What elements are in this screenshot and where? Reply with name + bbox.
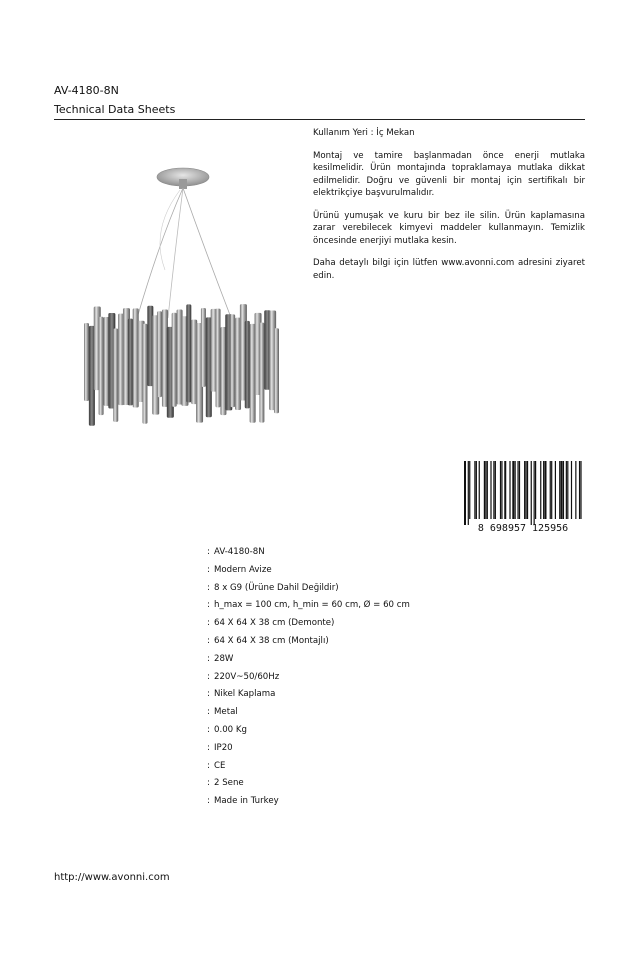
barcode-bar <box>501 461 502 519</box>
document-subtitle: Technical Data Sheets <box>54 103 176 116</box>
barcode-bar <box>509 461 510 519</box>
spec-value: 2 Sene <box>214 778 244 789</box>
barcode-bar <box>580 461 581 519</box>
barcode-bar <box>474 461 475 519</box>
barcode-bar <box>464 461 466 525</box>
chandelier-tube <box>113 328 118 421</box>
barcode-bar <box>527 461 528 519</box>
barcode-bar <box>535 461 536 519</box>
barcode-bar <box>534 461 535 525</box>
barcode-digits: 8 698957 125956 <box>477 523 569 533</box>
barcode-bar <box>545 461 547 519</box>
chandelier-tube <box>201 308 206 387</box>
spec-value: IP20 <box>214 742 233 753</box>
spec-value: Metal <box>214 707 238 718</box>
barcode-bar <box>526 461 527 519</box>
spec-separator: : <box>207 547 210 557</box>
spec-value: h_max = 100 cm, h_min = 60 cm, Ø = 60 cm <box>214 600 410 611</box>
barcode-bar <box>531 461 532 525</box>
barcode-bar <box>571 461 572 519</box>
chandelier-tube <box>259 323 264 423</box>
barcode-bar <box>543 461 544 519</box>
barcode-bar <box>493 461 494 519</box>
barcode-bar <box>575 461 576 519</box>
chandelier-tube <box>216 309 221 408</box>
barcode-bar <box>579 461 580 519</box>
barcode-bar <box>512 461 514 519</box>
warning-text: Montaj ve tamire başlanmadan önce enerji mutlaka kesilmelidir. Ürün montajında topraklamaya mutlaka dikkat edilmelidir. Doğru ve güvenli bir montaj için sertifikalı bir elektrikçiye başvurulmalıdır. <box>313 150 585 199</box>
barcode-bar <box>504 461 506 519</box>
chandelier-tube <box>84 323 89 401</box>
chandelier-tube <box>186 304 191 402</box>
chandelier-tube <box>142 324 147 424</box>
info-block <box>313 127 585 293</box>
barcode-bar <box>517 461 518 519</box>
spec-separator: : <box>207 564 210 575</box>
spec-separator: : <box>207 707 210 718</box>
spec-separator: : <box>207 582 210 593</box>
barcode-bar <box>550 461 551 519</box>
barcode-bar <box>490 461 491 519</box>
barcode-bar <box>495 461 496 519</box>
barcode-bar <box>479 461 480 519</box>
spec-value: CE <box>214 760 226 771</box>
spec-separator: : <box>207 636 210 646</box>
spec-value: 64 X 64 X 38 cm (Demonte) <box>214 618 335 629</box>
spec-value: 220V~50/60Hz <box>214 671 280 682</box>
barcode-bar <box>484 461 485 519</box>
barcode-bar <box>519 461 520 519</box>
barcode-bar <box>567 461 568 519</box>
spec-separator: : <box>207 653 210 664</box>
spec-separator: : <box>207 778 210 789</box>
chandelier-tube <box>230 314 235 407</box>
spec-value: Modern Avize <box>214 564 272 575</box>
barcode-bar <box>515 461 516 519</box>
barcode-bar <box>563 461 564 519</box>
barcode-bar <box>551 461 552 519</box>
product-code-title: AV-4180-8N <box>54 84 119 97</box>
barcode-bar <box>561 461 563 519</box>
spec-value: 8 x G9 (Ürüne Dahil Değildir) <box>214 582 339 593</box>
chandelier-tube <box>128 319 133 406</box>
product-photo <box>80 150 290 450</box>
spec-value: 64 X 64 X 38 cm (Montajlı) <box>214 636 329 646</box>
chandelier-tube <box>245 321 250 409</box>
barcode-bar <box>540 461 541 519</box>
chandelier-tube <box>172 313 177 407</box>
website-link[interactable]: http://www.avonni.com <box>54 872 170 883</box>
spec-value: Made in Turkey <box>214 796 279 807</box>
barcode-bar <box>566 461 567 519</box>
spec-separator: : <box>207 725 210 735</box>
barcode-bar <box>485 461 486 519</box>
chandelier-tube <box>274 328 279 413</box>
barcode-bar <box>487 461 488 519</box>
barcode <box>458 461 588 533</box>
spec-separator: : <box>207 671 210 682</box>
barcode-bar <box>476 461 477 519</box>
chandelier-tube <box>157 311 162 397</box>
spec-separator: : <box>207 742 210 753</box>
spec-value: AV-4180-8N <box>214 547 265 557</box>
spec-separator: : <box>207 618 210 629</box>
spec-value: Nikel Kaplama <box>214 689 276 700</box>
chandelier-tube <box>99 317 104 415</box>
barcode-bar <box>469 461 470 519</box>
spec-separator: : <box>207 796 210 807</box>
barcode-bar <box>500 461 501 519</box>
spec-separator: : <box>207 600 210 611</box>
more-info-text: Daha detaylı bilgi için lütfen www.avonni.com adresini ziyaret edin. <box>313 258 585 281</box>
spec-separator: : <box>207 760 210 771</box>
usage-text: Kullanım Yeri : İç Mekan <box>313 128 415 138</box>
barcode-bar <box>555 461 556 519</box>
header-divider <box>54 119 585 120</box>
spec-value: 0.00 Kg <box>214 725 247 735</box>
cleaning-text: Ürünü yumuşak ve kuru bir bez ile silin. Ürün kaplamasına zarar verebilecek kimyevi maddeler kullanmayın. Temizlik öncesinde enerjiyi mutlaka kesin. <box>313 210 585 246</box>
barcode-bar <box>468 461 469 525</box>
barcode-bar <box>559 461 560 519</box>
spec-value: 28W <box>214 653 234 664</box>
spec-separator: : <box>207 689 210 700</box>
barcode-bar <box>524 461 525 519</box>
